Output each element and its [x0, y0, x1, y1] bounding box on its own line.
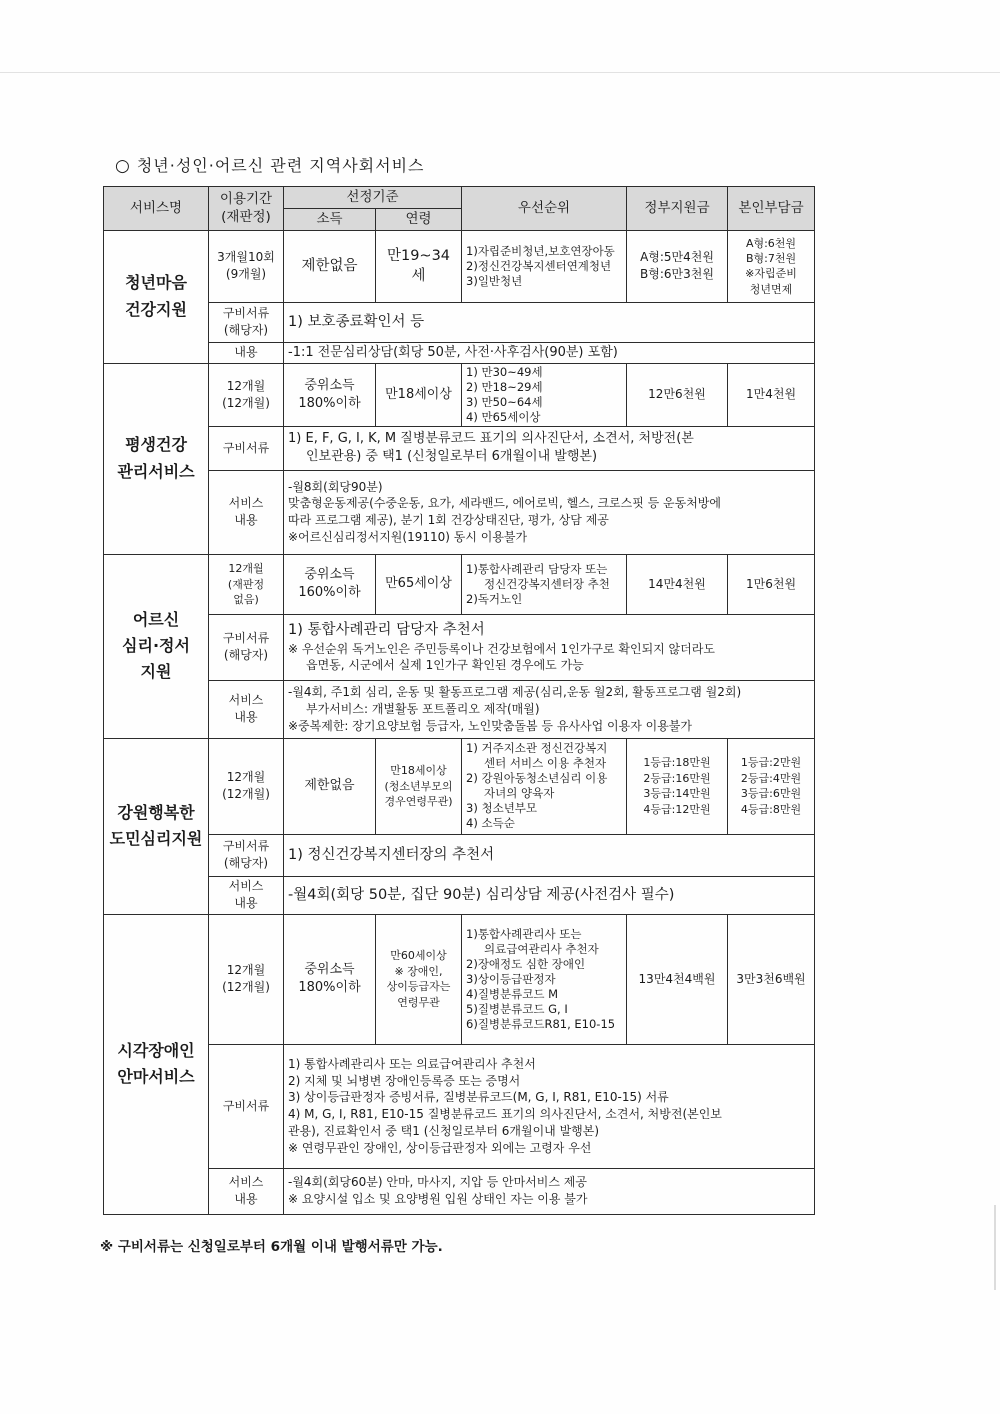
docs-text: 1) E, F, G, I, K, M 질병분류코드 표기의 의사진단서, 소견서, 처방전(본 인보관용) 중 택1 (신청일로부터 6개월이내 발행본): [284, 426, 815, 470]
income-criterion: 중위소득 180%이하: [284, 914, 376, 1044]
age-criterion: 만18세이상 (청소년부모의 경우연령무관): [376, 738, 462, 834]
header-period: 이용기간 (재판정): [209, 187, 284, 231]
footnote: ※ 구비서류는 신청일로부터 6개월 이내 발행서류만 가능.: [100, 1239, 443, 1255]
section-title: [115, 153, 424, 176]
service-row-gangwon-psych: [104, 738, 815, 834]
docs-text: 1) 통합사례관리사 또는 의료급여관리사 추천서 2) 지체 및 뇌병변 장애인등록증 또는 증명서 3) 상이등급판정자 증빙서류, 질병분류코드(M, G, I, R81, E10-15) 서류 4) M, G, I, R81, E10-15 질병분류코드 표기의 의사진단서, 소견서, 처방전(본인보 관용), 진료확인서 중 택1 (신청일로부터 6개월이내 발행본) ※ 연령무관인 장애인, 상이등급판정자 외에는 고령자 우선: [284, 1044, 815, 1168]
content-text: -월4회, 주1회 심리, 운동 및 활동프로그램 제공(심리,운동 월2회, 활동프로그램 월2회) 부가서비스: 개별활동 포트폴리오 제작(매월) ※중복제한: 장기요양보험 등급자, 노인맞춤돌봄 등 유사사업 이용자 이용불가: [284, 680, 815, 738]
copay: 1등급:2만원 2등급:4만원 3등급:6만원 4등급:8만원: [728, 738, 815, 834]
docs-label: 구비서류 (해당자): [209, 834, 284, 876]
service-row-massage: [104, 914, 815, 1044]
section-bullet: ○: [115, 156, 131, 176]
page-top-rule: [0, 72, 1000, 73]
period: 12개월 (12개월): [209, 363, 284, 426]
copay: 3만3천6백원: [728, 914, 815, 1044]
docs-label: 구비서류: [209, 426, 284, 470]
copay: A형:6천원 B형:7천원 ※자립준비 청년면제: [728, 230, 815, 302]
content-label: 서비스 내용: [209, 1168, 284, 1214]
docs-text: 1) 정신건강복지센터장의 추천서: [284, 834, 815, 876]
docs-text: 1) 통합사례관리 담당자 추천서 ※ 우선순위 독거노인은 주민등록이나 건강보험에서 1인가구로 확인되지 않더라도 읍면동, 시군에서 실제 1인가구 확인된 경우에도 가능: [284, 614, 815, 680]
period: 12개월 (12개월): [209, 914, 284, 1044]
content-text: -월4회(회당60분) 안마, 마사지, 지압 등 안마서비스 제공 ※ 요양시설 입소 및 요양병원 입원 상태인 자는 이용 불가: [284, 1168, 815, 1214]
priority-list: 1)통합사례관리사 또는 의료급여관리사 추천자 2)장애정도 심한 장애인 3)상이등급판정자 4)질병분류코드 M 5)질병분류코드 G, I 6)질병분류코드R81, E10-15: [462, 914, 627, 1044]
priority-list: 1)자립준비청년,보호연장아동 2)정신건강복지센터연계청년 3)일반청년: [462, 230, 627, 302]
income-criterion: 중위소득 160%이하: [284, 554, 376, 614]
gov-support: 13만4천4백원: [627, 914, 728, 1044]
service-row-lifelong-health: [104, 363, 815, 426]
gov-support: 1등급:18만원 2등급:16만원 3등급:14만원 4등급:12만원: [627, 738, 728, 834]
docs-label: 구비서류 (해당자): [209, 614, 284, 680]
period: 12개월 (12개월): [209, 738, 284, 834]
gov-support: A형:5만4천원 B형:6만3천원: [627, 230, 728, 302]
copay: 1만4천원: [728, 363, 815, 426]
header-age: 연령: [376, 208, 462, 230]
section-title-text: 청년·성인·어르신 관련 지역사회서비스: [136, 156, 425, 175]
period: 12개월 (재판정 없음): [209, 554, 284, 614]
header-priority: 우선순위: [462, 187, 627, 231]
content-label: 서비스 내용: [209, 680, 284, 738]
age-criterion: 만65세이상: [376, 554, 462, 614]
income-criterion: 제한없음: [284, 738, 376, 834]
content-label: 서비스 내용: [209, 876, 284, 914]
docs-text: 1) 보호종료확인서 등: [284, 302, 815, 342]
age-criterion: 만18세이상: [376, 363, 462, 426]
service-name: 어르신 심리·정서 지원: [104, 554, 209, 738]
priority-list: 1)통합사례관리 담당자 또는 정신건강복지센터장 추천 2)독거노인: [462, 554, 627, 614]
priority-list: 1) 만30~49세 2) 만18~29세 3) 만50~64세 4) 만65세이상: [462, 363, 627, 426]
header-service-name: 서비스명: [104, 187, 209, 231]
age-criterion: 만19~34세: [376, 230, 462, 302]
income-criterion: 중위소득 180%이하: [284, 363, 376, 426]
content-text: -1:1 전문심리상담(회당 50분, 사전·사후검사(90분) 포함): [284, 342, 815, 363]
content-label: 내용: [209, 342, 284, 363]
docs-label: 구비서류: [209, 1044, 284, 1168]
header-copay: 본인부담금: [728, 187, 815, 231]
age-criterion: 만60세이상 ※ 장애인, 상이등급자는 연령무관: [376, 914, 462, 1044]
service-name: 시각장애인 안마서비스: [104, 914, 209, 1214]
content-label: 서비스 내용: [209, 470, 284, 554]
scan-edge-mark: [994, 1205, 996, 1290]
header-income: 소득: [284, 208, 376, 230]
services-table: [103, 186, 815, 1215]
header-criteria: 선정기준: [284, 187, 462, 209]
copay: 1만6천원: [728, 554, 815, 614]
gov-support: 12만6천원: [627, 363, 728, 426]
content-text: -월8회(회당90분) 맞춤형운동제공(수중운동, 요가, 세라밴드, 에어로빅, 헬스, 크로스핏 등 운동처방에 따라 프로그램 제공), 분기 1회 건강상태진단, 평가, 상담 제공 ※어르신심리정서지원(19110) 동시 이용불가: [284, 470, 815, 554]
service-name: 강원행복한 도민심리지원: [104, 738, 209, 914]
service-row-youth-mind: [104, 230, 815, 302]
service-row-senior-psych: [104, 554, 815, 614]
period: 3개월10회 (9개월): [209, 230, 284, 302]
service-name: 평생건강 관리서비스: [104, 363, 209, 554]
service-name: 청년마음 건강지원: [104, 230, 209, 363]
content-text: -월4회(회당 50분, 집단 90분) 심리상담 제공(사전검사 필수): [284, 876, 815, 914]
priority-list: 1) 거주지소관 정신건강복지 센터 서비스 이용 추천자 2) 강원아동청소년심리 이용 자녀의 양육자 3) 청소년부모 4) 소득순: [462, 738, 627, 834]
income-criterion: 제한없음: [284, 230, 376, 302]
header-gov-support: 정부지원금: [627, 187, 728, 231]
gov-support: 14만4천원: [627, 554, 728, 614]
docs-label: 구비서류 (해당자): [209, 302, 284, 342]
